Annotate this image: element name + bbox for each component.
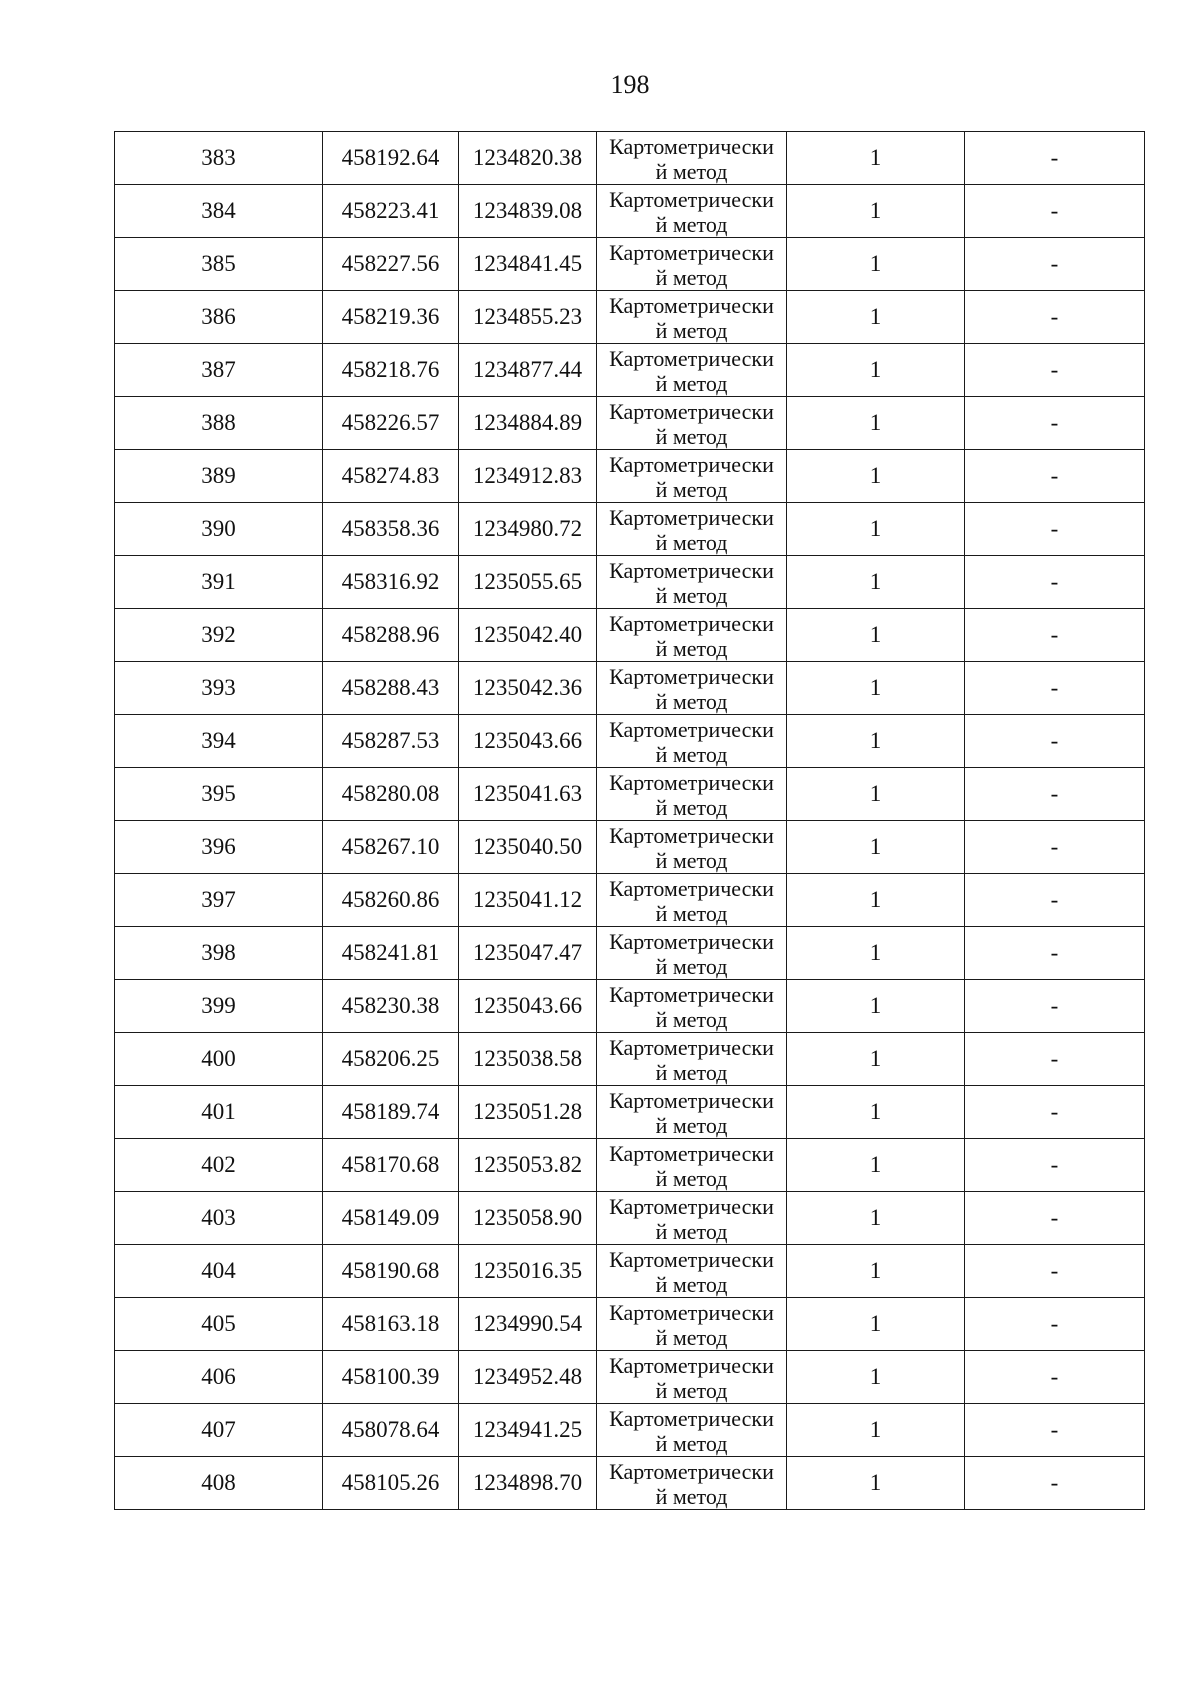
method-line-2: й метод xyxy=(655,741,728,767)
cell-accuracy: 1 xyxy=(787,1033,965,1086)
table-row xyxy=(115,1404,1145,1457)
method-line-1: Картометрически xyxy=(609,928,774,954)
method-line-2: й метод xyxy=(655,1324,728,1350)
cell-y-coordinate: 1234990.54 xyxy=(459,1298,597,1351)
cell-y-coordinate: 1235055.65 xyxy=(459,556,597,609)
cell-method xyxy=(597,291,787,344)
cell-x-coordinate: 458223.41 xyxy=(323,185,459,238)
method-line-1: Картометрически xyxy=(609,557,774,583)
method-line-1: Картометрически xyxy=(609,133,774,159)
method-line-2: й метод xyxy=(655,794,728,820)
cell-accuracy: 1 xyxy=(787,609,965,662)
method-line-1: Картометрически xyxy=(609,875,774,901)
cell-note: - xyxy=(965,874,1145,927)
cell-point-number: 403 xyxy=(115,1192,323,1245)
cell-method xyxy=(597,185,787,238)
method-line-1: Картометрически xyxy=(609,822,774,848)
method-line-1: Картометрически xyxy=(609,345,774,371)
cell-x-coordinate: 458226.57 xyxy=(323,397,459,450)
cell-y-coordinate: 1234841.45 xyxy=(459,238,597,291)
cell-point-number: 406 xyxy=(115,1351,323,1404)
table-row xyxy=(115,397,1145,450)
cell-accuracy: 1 xyxy=(787,238,965,291)
cell-accuracy: 1 xyxy=(787,344,965,397)
cell-x-coordinate: 458149.09 xyxy=(323,1192,459,1245)
cell-x-coordinate: 458288.43 xyxy=(323,662,459,715)
cell-method xyxy=(597,768,787,821)
cell-note: - xyxy=(965,450,1145,503)
cell-method xyxy=(597,397,787,450)
cell-method xyxy=(597,662,787,715)
method-line-2: й метод xyxy=(655,953,728,979)
cell-x-coordinate: 458218.76 xyxy=(323,344,459,397)
cell-method xyxy=(597,344,787,397)
method-line-2: й метод xyxy=(655,317,728,343)
cell-method xyxy=(597,821,787,874)
cell-point-number: 407 xyxy=(115,1404,323,1457)
cell-y-coordinate: 1235051.28 xyxy=(459,1086,597,1139)
cell-note: - xyxy=(965,1192,1145,1245)
cell-note: - xyxy=(965,503,1145,556)
cell-x-coordinate: 458192.64 xyxy=(323,132,459,185)
cell-y-coordinate: 1235053.82 xyxy=(459,1139,597,1192)
cell-x-coordinate: 458274.83 xyxy=(323,450,459,503)
table-row xyxy=(115,768,1145,821)
cell-x-coordinate: 458260.86 xyxy=(323,874,459,927)
cell-accuracy: 1 xyxy=(787,503,965,556)
method-line-2: й метод xyxy=(655,370,728,396)
cell-y-coordinate: 1235058.90 xyxy=(459,1192,597,1245)
cell-method xyxy=(597,609,787,662)
method-line-1: Картометрически xyxy=(609,981,774,1007)
cell-method xyxy=(597,927,787,980)
cell-accuracy: 1 xyxy=(787,1351,965,1404)
cell-x-coordinate: 458170.68 xyxy=(323,1139,459,1192)
method-line-2: й метод xyxy=(655,1006,728,1032)
cell-method xyxy=(597,238,787,291)
cell-note: - xyxy=(965,609,1145,662)
cell-method xyxy=(597,980,787,1033)
cell-note: - xyxy=(965,927,1145,980)
cell-method xyxy=(597,450,787,503)
table-row xyxy=(115,132,1145,185)
cell-method xyxy=(597,1139,787,1192)
table-row xyxy=(115,185,1145,238)
table-row xyxy=(115,662,1145,715)
cell-point-number: 388 xyxy=(115,397,323,450)
table-row xyxy=(115,821,1145,874)
cell-y-coordinate: 1234952.48 xyxy=(459,1351,597,1404)
table-row xyxy=(115,503,1145,556)
cell-accuracy: 1 xyxy=(787,927,965,980)
cell-point-number: 389 xyxy=(115,450,323,503)
cell-point-number: 386 xyxy=(115,291,323,344)
method-line-2: й метод xyxy=(655,900,728,926)
table-row xyxy=(115,874,1145,927)
cell-note: - xyxy=(965,1245,1145,1298)
cell-y-coordinate: 1234980.72 xyxy=(459,503,597,556)
table-row xyxy=(115,609,1145,662)
cell-note: - xyxy=(965,1139,1145,1192)
cell-y-coordinate: 1235041.12 xyxy=(459,874,597,927)
page-number: 198 xyxy=(610,70,650,99)
cell-point-number: 401 xyxy=(115,1086,323,1139)
method-line-2: й метод xyxy=(655,423,728,449)
method-line-1: Картометрически xyxy=(609,1458,774,1484)
method-line-2: й метод xyxy=(655,211,728,237)
method-line-2: й метод xyxy=(655,688,728,714)
cell-accuracy: 1 xyxy=(787,980,965,1033)
method-line-1: Картометрически xyxy=(609,610,774,636)
method-line-1: Картометрически xyxy=(609,1140,774,1166)
method-line-2: й метод xyxy=(655,1218,728,1244)
cell-x-coordinate: 458078.64 xyxy=(323,1404,459,1457)
cell-point-number: 400 xyxy=(115,1033,323,1086)
cell-point-number: 387 xyxy=(115,344,323,397)
cell-accuracy: 1 xyxy=(787,1457,965,1510)
cell-method xyxy=(597,1404,787,1457)
cell-method xyxy=(597,1033,787,1086)
cell-note: - xyxy=(965,715,1145,768)
cell-accuracy: 1 xyxy=(787,1086,965,1139)
table-row xyxy=(115,715,1145,768)
method-line-2: й метод xyxy=(655,158,728,184)
method-line-1: Картометрически xyxy=(609,1352,774,1378)
method-line-1: Картометрически xyxy=(609,663,774,689)
cell-x-coordinate: 458105.26 xyxy=(323,1457,459,1510)
cell-accuracy: 1 xyxy=(787,768,965,821)
cell-point-number: 391 xyxy=(115,556,323,609)
cell-accuracy: 1 xyxy=(787,1245,965,1298)
cell-point-number: 405 xyxy=(115,1298,323,1351)
method-line-1: Картометрически xyxy=(609,716,774,742)
cell-x-coordinate: 458206.25 xyxy=(323,1033,459,1086)
cell-accuracy: 1 xyxy=(787,291,965,344)
cell-note: - xyxy=(965,238,1145,291)
cell-y-coordinate: 1235038.58 xyxy=(459,1033,597,1086)
method-line-1: Картометрически xyxy=(609,1405,774,1431)
cell-point-number: 393 xyxy=(115,662,323,715)
table-row xyxy=(115,344,1145,397)
method-line-1: Картометрически xyxy=(609,1087,774,1113)
table-row xyxy=(115,1192,1145,1245)
cell-note: - xyxy=(965,821,1145,874)
cell-point-number: 399 xyxy=(115,980,323,1033)
cell-accuracy: 1 xyxy=(787,715,965,768)
method-line-2: й метод xyxy=(655,529,728,555)
cell-method xyxy=(597,556,787,609)
method-line-2: й метод xyxy=(655,1377,728,1403)
cell-point-number: 395 xyxy=(115,768,323,821)
cell-point-number: 385 xyxy=(115,238,323,291)
cell-note: - xyxy=(965,1033,1145,1086)
cell-accuracy: 1 xyxy=(787,556,965,609)
cell-note: - xyxy=(965,1298,1145,1351)
cell-x-coordinate: 458230.38 xyxy=(323,980,459,1033)
cell-y-coordinate: 1235042.40 xyxy=(459,609,597,662)
table-row xyxy=(115,1139,1145,1192)
cell-method xyxy=(597,1351,787,1404)
cell-y-coordinate: 1235042.36 xyxy=(459,662,597,715)
cell-x-coordinate: 458189.74 xyxy=(323,1086,459,1139)
cell-y-coordinate: 1235047.47 xyxy=(459,927,597,980)
coordinates-table xyxy=(114,131,1145,1510)
cell-accuracy: 1 xyxy=(787,1298,965,1351)
method-line-1: Картометрически xyxy=(609,1034,774,1060)
method-line-2: й метод xyxy=(655,1430,728,1456)
cell-accuracy: 1 xyxy=(787,1404,965,1457)
cell-y-coordinate: 1234898.70 xyxy=(459,1457,597,1510)
method-line-2: й метод xyxy=(655,1112,728,1138)
cell-x-coordinate: 458316.92 xyxy=(323,556,459,609)
cell-method xyxy=(597,874,787,927)
cell-point-number: 392 xyxy=(115,609,323,662)
cell-note: - xyxy=(965,1351,1145,1404)
cell-method xyxy=(597,1298,787,1351)
cell-note: - xyxy=(965,132,1145,185)
cell-accuracy: 1 xyxy=(787,397,965,450)
cell-y-coordinate: 1235040.50 xyxy=(459,821,597,874)
method-line-2: й метод xyxy=(655,1165,728,1191)
cell-y-coordinate: 1235043.66 xyxy=(459,980,597,1033)
table-row xyxy=(115,1298,1145,1351)
cell-note: - xyxy=(965,768,1145,821)
cell-y-coordinate: 1235043.66 xyxy=(459,715,597,768)
method-line-1: Картометрически xyxy=(609,239,774,265)
method-line-2: й метод xyxy=(655,1271,728,1297)
method-line-1: Картометрически xyxy=(609,769,774,795)
cell-x-coordinate: 458267.10 xyxy=(323,821,459,874)
cell-x-coordinate: 458287.53 xyxy=(323,715,459,768)
cell-method xyxy=(597,715,787,768)
cell-x-coordinate: 458100.39 xyxy=(323,1351,459,1404)
method-line-1: Картометрически xyxy=(609,451,774,477)
cell-point-number: 394 xyxy=(115,715,323,768)
cell-y-coordinate: 1234941.25 xyxy=(459,1404,597,1457)
cell-y-coordinate: 1234912.83 xyxy=(459,450,597,503)
cell-y-coordinate: 1234855.23 xyxy=(459,291,597,344)
method-line-1: Картометрически xyxy=(609,398,774,424)
table-row xyxy=(115,1457,1145,1510)
cell-accuracy: 1 xyxy=(787,874,965,927)
cell-point-number: 383 xyxy=(115,132,323,185)
table-row xyxy=(115,556,1145,609)
method-line-1: Картометрически xyxy=(609,186,774,212)
table-row xyxy=(115,238,1145,291)
method-line-2: й метод xyxy=(655,476,728,502)
cell-x-coordinate: 458241.81 xyxy=(323,927,459,980)
cell-y-coordinate: 1234820.38 xyxy=(459,132,597,185)
cell-point-number: 384 xyxy=(115,185,323,238)
cell-note: - xyxy=(965,980,1145,1033)
cell-point-number: 396 xyxy=(115,821,323,874)
table-row xyxy=(115,291,1145,344)
cell-y-coordinate: 1235016.35 xyxy=(459,1245,597,1298)
table-row xyxy=(115,450,1145,503)
cell-point-number: 402 xyxy=(115,1139,323,1192)
cell-x-coordinate: 458280.08 xyxy=(323,768,459,821)
cell-method xyxy=(597,132,787,185)
cell-note: - xyxy=(965,397,1145,450)
method-line-2: й метод xyxy=(655,847,728,873)
cell-point-number: 390 xyxy=(115,503,323,556)
cell-note: - xyxy=(965,185,1145,238)
cell-y-coordinate: 1235041.63 xyxy=(459,768,597,821)
cell-x-coordinate: 458219.36 xyxy=(323,291,459,344)
cell-y-coordinate: 1234884.89 xyxy=(459,397,597,450)
cell-point-number: 397 xyxy=(115,874,323,927)
cell-method xyxy=(597,503,787,556)
method-line-2: й метод xyxy=(655,1059,728,1085)
method-line-1: Картометрически xyxy=(609,1299,774,1325)
cell-y-coordinate: 1234839.08 xyxy=(459,185,597,238)
cell-method xyxy=(597,1192,787,1245)
cell-note: - xyxy=(965,1404,1145,1457)
cell-y-coordinate: 1234877.44 xyxy=(459,344,597,397)
table-row xyxy=(115,1245,1145,1298)
method-line-1: Картометрически xyxy=(609,1193,774,1219)
cell-accuracy: 1 xyxy=(787,821,965,874)
cell-point-number: 404 xyxy=(115,1245,323,1298)
cell-x-coordinate: 458227.56 xyxy=(323,238,459,291)
cell-accuracy: 1 xyxy=(787,1192,965,1245)
cell-accuracy: 1 xyxy=(787,185,965,238)
cell-x-coordinate: 458163.18 xyxy=(323,1298,459,1351)
method-line-1: Картометрически xyxy=(609,1246,774,1272)
table-row xyxy=(115,1351,1145,1404)
cell-method xyxy=(597,1086,787,1139)
cell-point-number: 408 xyxy=(115,1457,323,1510)
cell-note: - xyxy=(965,556,1145,609)
method-line-2: й метод xyxy=(655,582,728,608)
cell-note: - xyxy=(965,1457,1145,1510)
cell-note: - xyxy=(965,291,1145,344)
cell-note: - xyxy=(965,344,1145,397)
method-line-2: й метод xyxy=(655,635,728,661)
method-line-1: Картометрически xyxy=(609,292,774,318)
method-line-1: Картометрически xyxy=(609,504,774,530)
method-line-2: й метод xyxy=(655,264,728,290)
cell-x-coordinate: 458358.36 xyxy=(323,503,459,556)
table-row xyxy=(115,980,1145,1033)
cell-accuracy: 1 xyxy=(787,450,965,503)
cell-accuracy: 1 xyxy=(787,662,965,715)
table-row xyxy=(115,1086,1145,1139)
cell-accuracy: 1 xyxy=(787,1139,965,1192)
table-row xyxy=(115,1033,1145,1086)
cell-note: - xyxy=(965,1086,1145,1139)
coordinates-table-body xyxy=(115,132,1145,1510)
cell-note: - xyxy=(965,662,1145,715)
table-row xyxy=(115,927,1145,980)
cell-point-number: 398 xyxy=(115,927,323,980)
cell-method xyxy=(597,1245,787,1298)
method-line-2: й метод xyxy=(655,1483,728,1509)
cell-method xyxy=(597,1457,787,1510)
cell-accuracy: 1 xyxy=(787,132,965,185)
cell-x-coordinate: 458190.68 xyxy=(323,1245,459,1298)
cell-x-coordinate: 458288.96 xyxy=(323,609,459,662)
